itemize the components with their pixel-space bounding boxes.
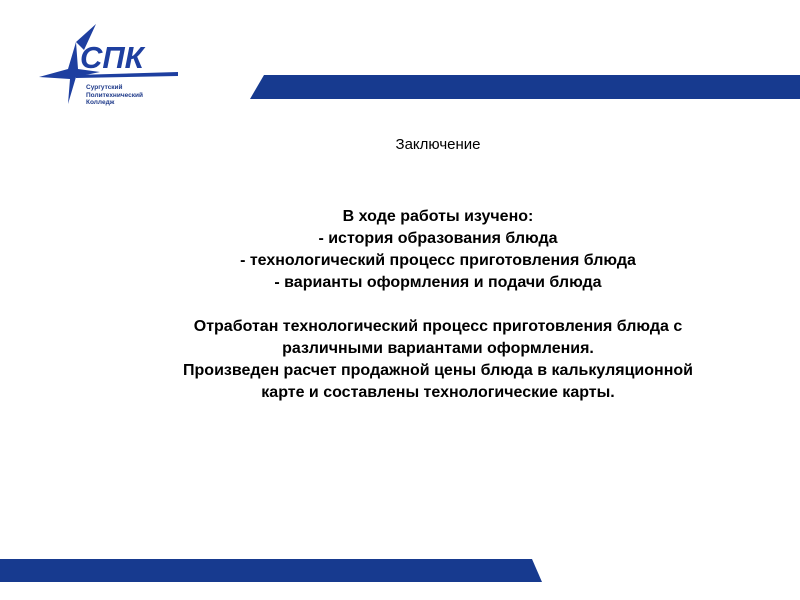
logo-abbr: СПК	[80, 40, 144, 75]
spacer	[100, 294, 776, 316]
logo-line: Политехнический	[86, 91, 144, 99]
conclusion-line: Произведен расчет продажной цены блюда в калькуляционной	[183, 362, 693, 379]
header-band	[250, 75, 800, 99]
conclusion-line: различными вариантами оформления.	[282, 340, 594, 357]
list-item: - варианты оформления и подачи блюда	[274, 274, 602, 291]
conclusion-line: карте и составлены технологические карты.	[261, 384, 615, 401]
logo-caption	[86, 84, 143, 107]
slide-body	[100, 206, 776, 404]
slide-title: Заключение	[395, 136, 481, 153]
intro-text: В ходе работы изучено:	[342, 208, 534, 225]
list-item: - история образования блюда	[318, 230, 558, 247]
logo-line: Сургутский	[86, 84, 123, 91]
logo-line: Колледж	[86, 99, 115, 106]
footer-band	[0, 559, 542, 582]
conclusion-line: Отработан технологический процесс приготовления блюда с	[193, 318, 683, 335]
list-item: - технологический процесс приготовления блюда	[240, 252, 636, 269]
